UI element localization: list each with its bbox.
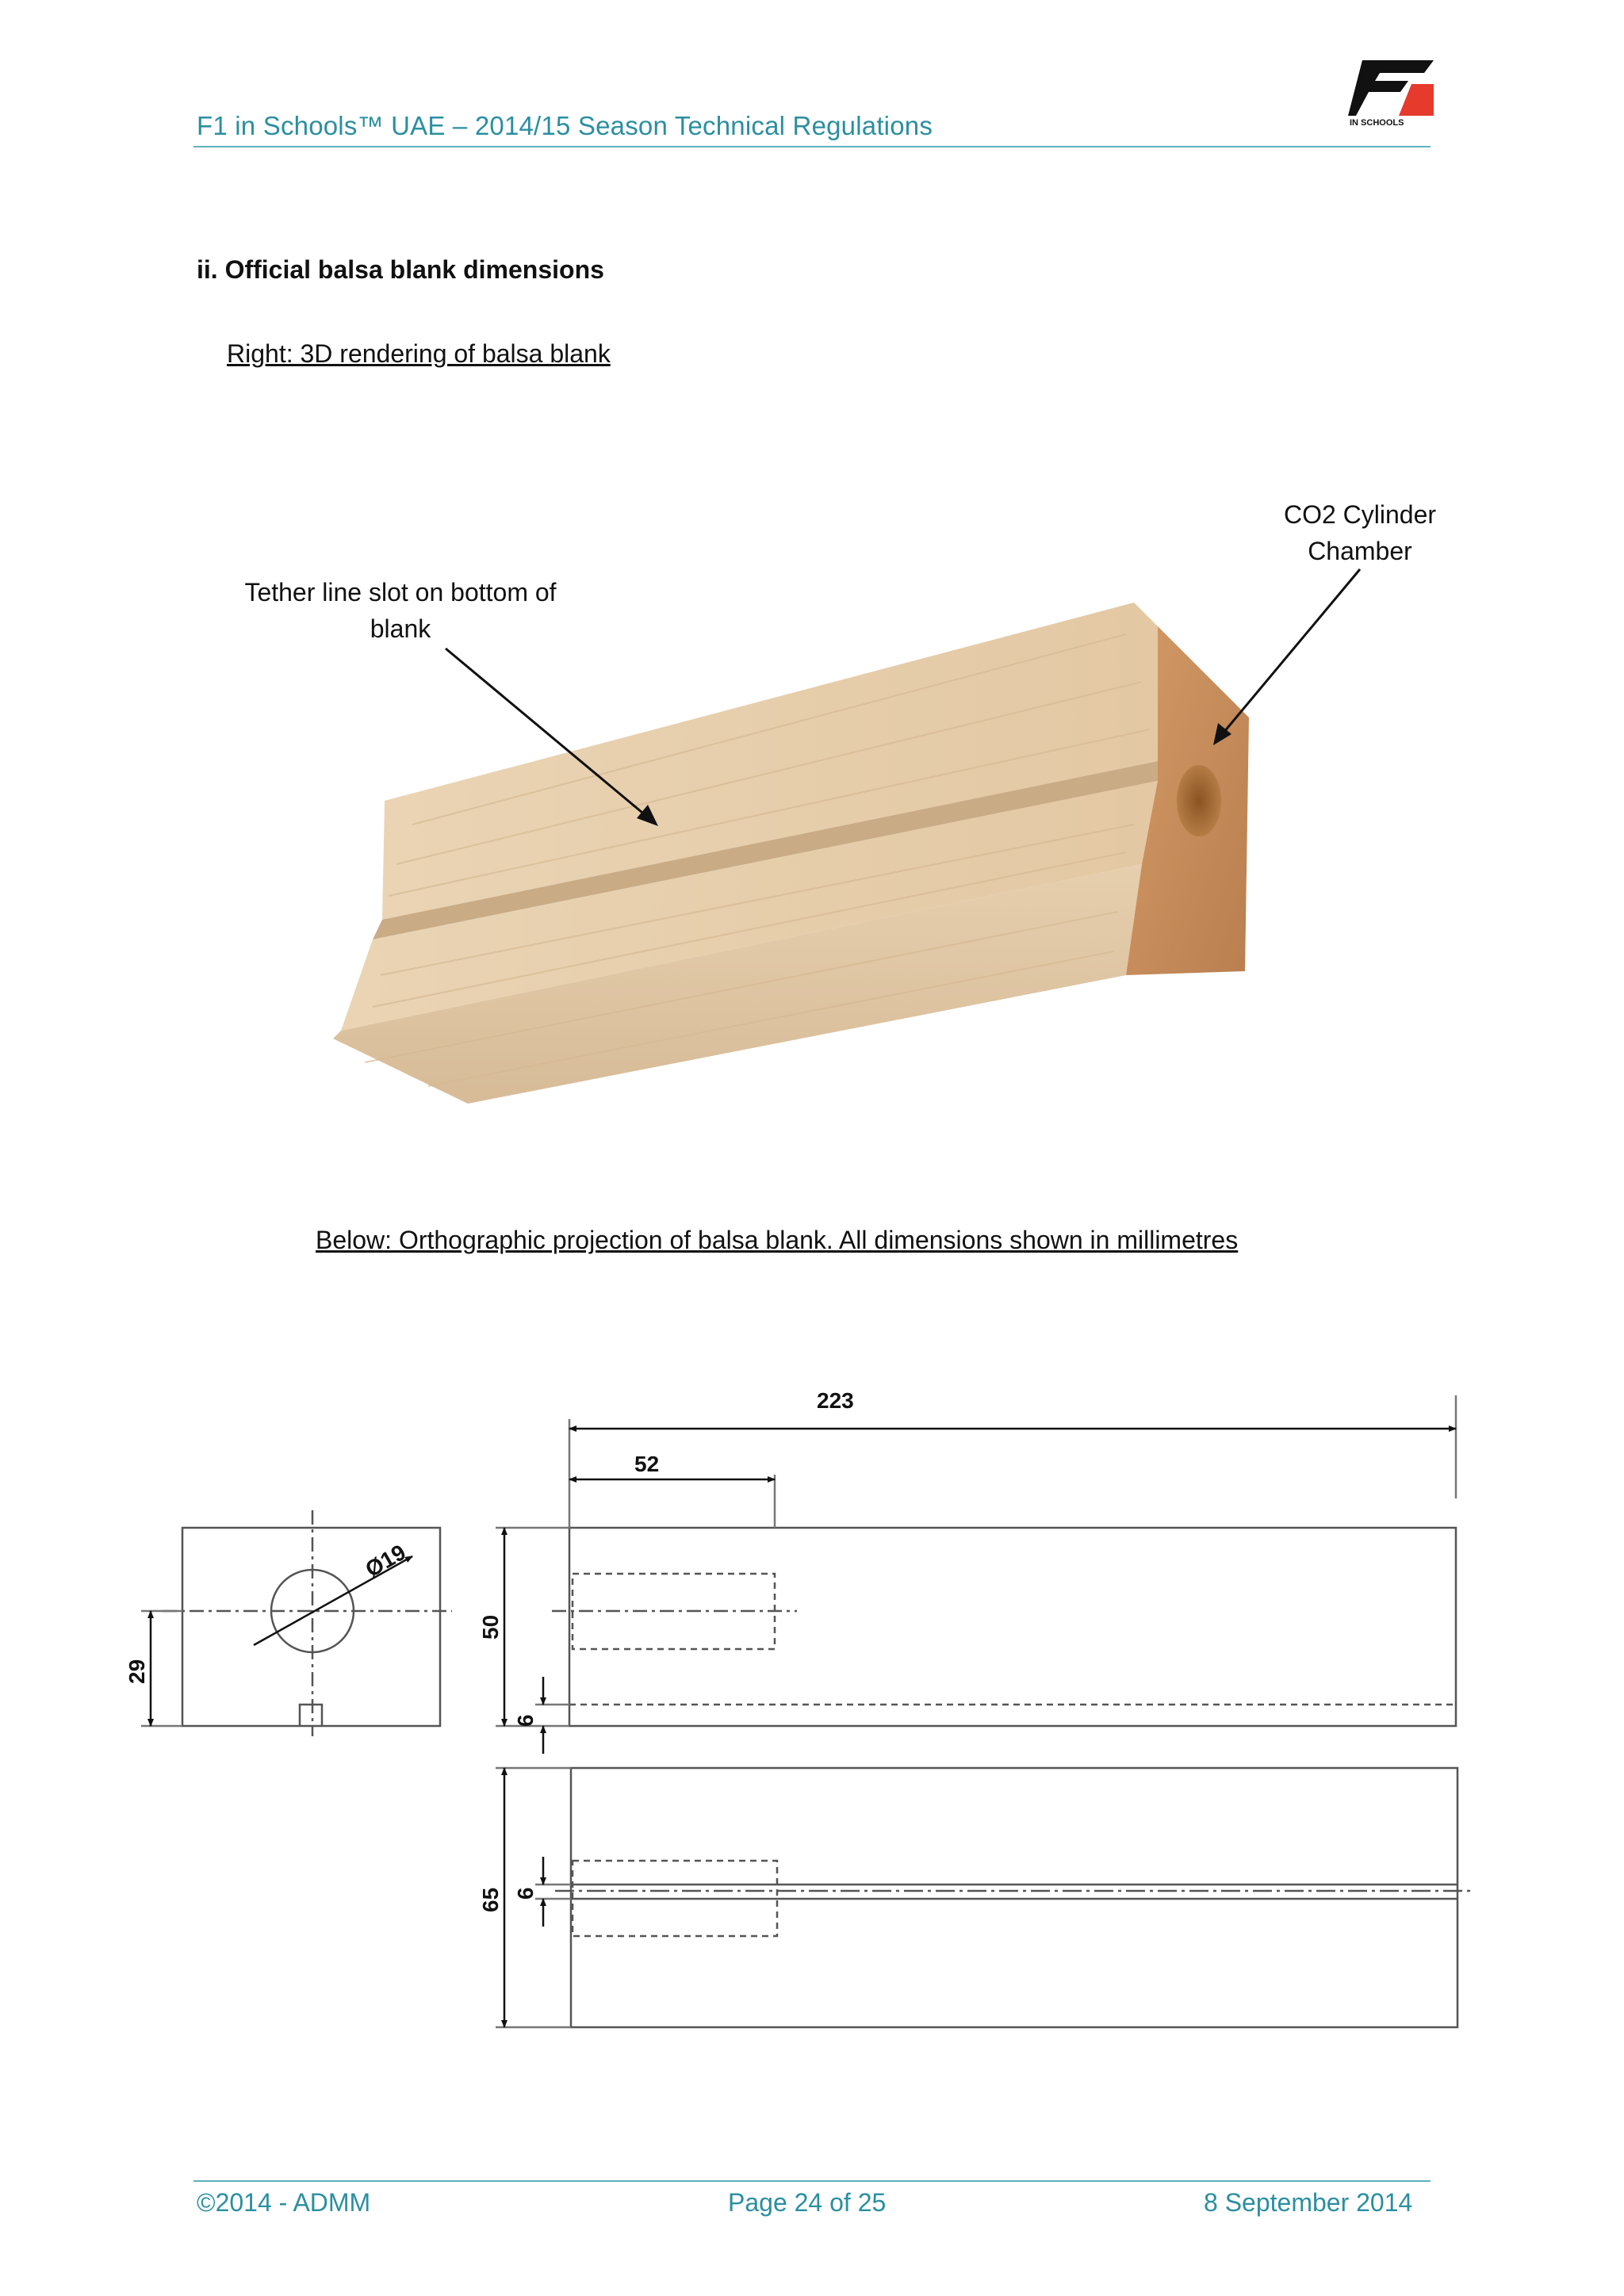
co2-chamber-callout: [1249, 496, 1471, 569]
dim-slot-width-top: 6: [513, 1887, 538, 1900]
logo-caption: IN SCHOOLS: [1350, 118, 1404, 127]
header-title: F1 in Schools™ UAE – 2014/15 Season Technical Regulations: [197, 111, 933, 140]
top-view: [496, 1768, 1471, 2027]
dim-chamber-height: 29: [124, 1659, 149, 1684]
dim-overall-length: 223: [817, 1388, 854, 1413]
caption-3d-rendering: Right: 3D rendering of balsa blank: [227, 339, 611, 368]
dim-chamber-depth: 52: [634, 1452, 660, 1476]
dim-chamber-diameter: Ø19: [361, 1539, 410, 1582]
dim-body-height: 50: [478, 1614, 503, 1640]
footer-date: 8 September 2014: [1204, 2188, 1413, 2217]
tether-callout-line2: blank: [370, 614, 431, 643]
footer-copyright: ©2014 - ADMM: [197, 2188, 371, 2217]
footer-rule: [193, 2180, 1431, 2182]
co2-callout-line2: Chamber: [1308, 537, 1412, 565]
co2-chamber-hole: [1177, 765, 1221, 836]
dim-body-width: 65: [478, 1887, 503, 1912]
caption-orthographic: Below: Orthographic projection of balsa blank. All dimensions shown in millimetres: [316, 1226, 1239, 1254]
footer-page-number: Page 24 of 25: [728, 2188, 887, 2217]
tether-slot-callout: [214, 574, 587, 647]
side-view: [496, 1395, 1456, 1754]
orthographic-projection-drawing: [0, 1332, 1624, 2045]
section-heading: ii. Official balsa blank dimensions: [197, 255, 604, 284]
end-view: [141, 1510, 452, 1736]
dim-slot-depth-side: 6: [513, 1714, 538, 1727]
tether-callout-line1: Tether line slot on bottom of: [244, 578, 557, 607]
co2-callout-line1: CO2 Cylinder: [1283, 500, 1437, 529]
